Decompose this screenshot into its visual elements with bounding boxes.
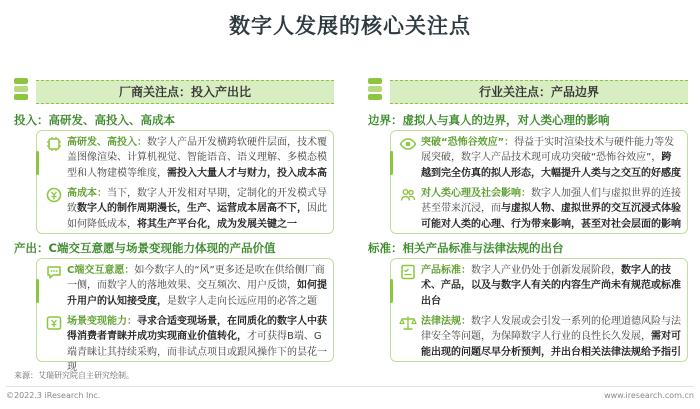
list-item bbox=[399, 186, 681, 234]
bars-icon bbox=[368, 78, 382, 102]
law-scale-icon bbox=[399, 314, 417, 332]
right-header-label: 行业关注点：产品边界 bbox=[390, 80, 688, 104]
list-item bbox=[45, 314, 327, 373]
section-prefix: 投入： bbox=[14, 113, 49, 127]
item-text: 数字人产品开发横跨软硬件层面，技术覆盖图像渲染、计算机视觉、智能语音、语义理解、多模态模型和人物建模等维度， bbox=[67, 137, 327, 179]
bars-icon bbox=[14, 78, 28, 102]
section-title-text: 虚拟人与真人的边界，对人类心理的影响 bbox=[402, 113, 610, 127]
list-item bbox=[45, 135, 327, 183]
item-emphasis: 与虚拟人物、虚拟世界的交互沉浸式体验可能对人类的心理、行为带来影响，甚至对社会层面的影响 bbox=[421, 203, 681, 230]
item-text: 数字人产业仍处于创新发展阶段， bbox=[471, 265, 621, 276]
source-note: 来源：艾瑞研究院自主研究绘制。 bbox=[14, 371, 134, 380]
item-text: 当下，数字人开发相对早期，定制化的开发模式导致 bbox=[67, 188, 327, 215]
item-emphasis: 数字人的制作周期漫长，生产、运营成本居高不下， bbox=[77, 203, 307, 215]
right-section1-title bbox=[368, 112, 610, 128]
checklist-icon bbox=[399, 263, 417, 281]
item-label: 场景变现能力： bbox=[67, 316, 137, 327]
list-item bbox=[45, 263, 327, 311]
list-item bbox=[45, 186, 327, 234]
right-card-standards bbox=[390, 258, 688, 362]
item-emphasis: 数字人的技术、产品，以及与数字人有关的内容生产尚未有规范或标准出台 bbox=[421, 265, 681, 307]
left-section2-title bbox=[14, 240, 275, 256]
item-label: 法律法规： bbox=[421, 316, 471, 327]
left-column bbox=[14, 76, 334, 373]
people-icon bbox=[399, 186, 417, 204]
item-label: C端交互意愿： bbox=[67, 265, 135, 276]
copyright: ©2022.3 iResearch Inc. bbox=[6, 391, 101, 400]
section-title-text: C端交互意愿与场景变现能力体现的产品价值 bbox=[48, 241, 276, 255]
item-label: 突破“恐怖谷效应”： bbox=[421, 137, 515, 148]
item-emphasis: 寻求合适变现场景，在同质化的数字人中获得消费者青睐并成功实现商业价值转化， bbox=[67, 316, 327, 343]
item-emphasis: 如何提升用户的认知接受度， bbox=[67, 280, 327, 307]
section-title-text: 相关产品标准与法律法规的出台 bbox=[402, 241, 564, 255]
item-label: 高成本： bbox=[67, 188, 107, 199]
list-item bbox=[399, 263, 681, 311]
right-section2-title bbox=[368, 240, 564, 256]
eye-icon bbox=[399, 135, 417, 153]
item-text: 数字人加强人们与虚拟世界的连接甚至带来沉浸，而 bbox=[421, 188, 681, 215]
item-text: 得益于实时渲染技术与硬件能力等发展突破，数字人产品技术现可成功突破“恐怖谷效应”， bbox=[421, 137, 675, 164]
website-link[interactable]: www.iresearch.com.cn bbox=[604, 391, 694, 400]
item-emphasis: 需对可能出现的问题尽早分析预判，并出台相关法律法规给予指引 bbox=[421, 331, 681, 358]
section-title-text: 高研发、高投入、高成本 bbox=[48, 113, 175, 127]
section-prefix: 产出： bbox=[14, 241, 49, 255]
right-column-header bbox=[368, 76, 688, 106]
item-label: 产品标准： bbox=[421, 265, 471, 276]
item-emphasis: 需投入大量人才与财力，投入成本高 bbox=[167, 167, 327, 179]
item-label: 高研发、高投入： bbox=[67, 137, 147, 148]
section-prefix: 边界： bbox=[368, 113, 403, 127]
item-emphasis: 跨越到完全仿真的拟人形态，大幅提升人类与之交互的好感度 bbox=[421, 152, 681, 179]
item-text: 才可获得B端、G端青睐让其持续采购，而非试点项目或跟风操作下的昙花一现 bbox=[67, 331, 327, 373]
currency-icon bbox=[45, 314, 63, 332]
item-text: 如今数字人的“风”更多还是吹在供给侧厂商一侧，而数字人的落地效果、交互频次、用户反馈， bbox=[67, 265, 325, 292]
item-text: 因此如何降低成本， bbox=[67, 203, 327, 230]
cost-icon bbox=[45, 186, 63, 204]
item-text: 是数字人走向长远应用的必答之题 bbox=[167, 295, 317, 307]
footer-divider bbox=[6, 386, 694, 387]
chip-icon bbox=[45, 135, 63, 153]
left-section1-title bbox=[14, 112, 175, 128]
list-item bbox=[399, 314, 681, 362]
item-text: 数字人发展或会引发一系列的伦理道德风险与法律安全等问题，为保障数字人行业的良性长久发展， bbox=[421, 316, 681, 343]
item-emphasis: 将其生产平台化，成为发展关键之一 bbox=[137, 218, 297, 230]
left-column-header bbox=[14, 76, 334, 106]
right-card-boundary bbox=[390, 130, 688, 234]
list-item bbox=[399, 135, 681, 183]
interaction-icon bbox=[45, 263, 63, 281]
item-label: 对人类心理及社会影响： bbox=[421, 188, 531, 199]
page-title: 数字人发展的核心关注点 bbox=[229, 14, 471, 38]
right-column bbox=[368, 76, 688, 366]
left-card-output bbox=[36, 258, 334, 373]
left-header-label: 厂商关注点：投入产出比 bbox=[36, 80, 334, 104]
left-card-input bbox=[36, 130, 334, 234]
section-prefix: 标准： bbox=[368, 241, 403, 255]
